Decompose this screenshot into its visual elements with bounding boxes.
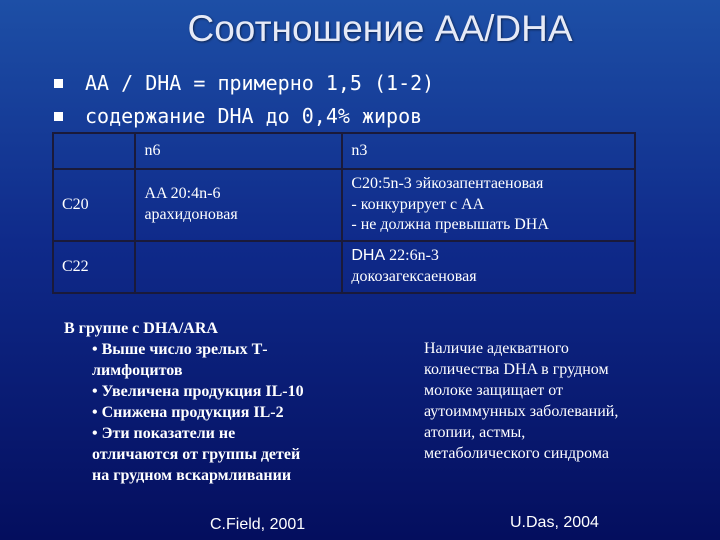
table-cell: [135, 241, 342, 293]
text-line: метаболического синдрома: [424, 445, 609, 462]
table-header-cell: n3: [342, 133, 635, 169]
text-line: лимфоцитов: [92, 362, 183, 379]
dha-benefits-text: [424, 338, 714, 464]
table-row-label: C22: [53, 241, 135, 293]
citation-right: U.Das, 2004: [510, 514, 599, 531]
text-line: • Выше число зрелых Т-: [92, 341, 268, 358]
text-line: молоке защищает от: [424, 382, 563, 399]
cell-line: докозагексаеновая: [351, 268, 477, 285]
cell-line: C20:5n-3 эйкозапентаеновая: [351, 174, 544, 192]
cell-line: AA 20:4n-6: [144, 185, 221, 203]
text-line: аутоиммунных заболеваний,: [424, 403, 619, 420]
slide-title: Соотношение AA/DHA: [187, 8, 573, 49]
text-line: • Снижена продукция IL-2: [92, 404, 284, 421]
square-bullet-icon: [54, 112, 63, 121]
bullet-text: содержание DHA до 0,4% жиров: [85, 103, 423, 128]
cell-text: 22:6n-3: [385, 247, 439, 265]
citation-left: C.Field, 2001: [210, 516, 306, 533]
cell-line: арахидоновая: [144, 206, 238, 223]
table-header-cell: n6: [135, 133, 342, 169]
fatty-acid-table: [52, 132, 636, 294]
cell-text: DHA: [351, 247, 386, 265]
cell-line: - конкурирует с АА: [351, 195, 485, 213]
cell-line: [351, 246, 626, 267]
table-cell: [342, 241, 635, 293]
text-line: В группе с DHA/ARA: [64, 320, 218, 337]
bullet-text: АА / DHA = примерно 1,5 (1-2): [85, 70, 435, 95]
bullet-list: [54, 66, 434, 132]
text-line: Наличие адекватного: [424, 340, 569, 357]
text-line: на грудном вскармливании: [92, 467, 292, 484]
text-line: отличаются от группы детей: [92, 446, 301, 463]
bullet-item: [54, 99, 434, 132]
table-row-label: C20: [53, 169, 135, 241]
table-cell: [135, 169, 342, 241]
table-cell: [342, 169, 635, 241]
cell-line: - не должна превышать DHA: [351, 216, 549, 234]
table-header-cell: [53, 133, 135, 169]
table-row: [53, 241, 635, 293]
text-line: • Увеличена продукция IL-10: [92, 383, 304, 400]
table-row: [53, 169, 635, 241]
square-bullet-icon: [54, 79, 63, 88]
bullet-item: [54, 66, 434, 99]
table-header-row: [53, 133, 635, 169]
text-line: атопии, астмы,: [424, 424, 526, 441]
text-line: количества DHA в грудном: [424, 361, 609, 378]
text-line: • Эти показатели не: [92, 425, 236, 442]
study-findings-text: [64, 318, 364, 486]
